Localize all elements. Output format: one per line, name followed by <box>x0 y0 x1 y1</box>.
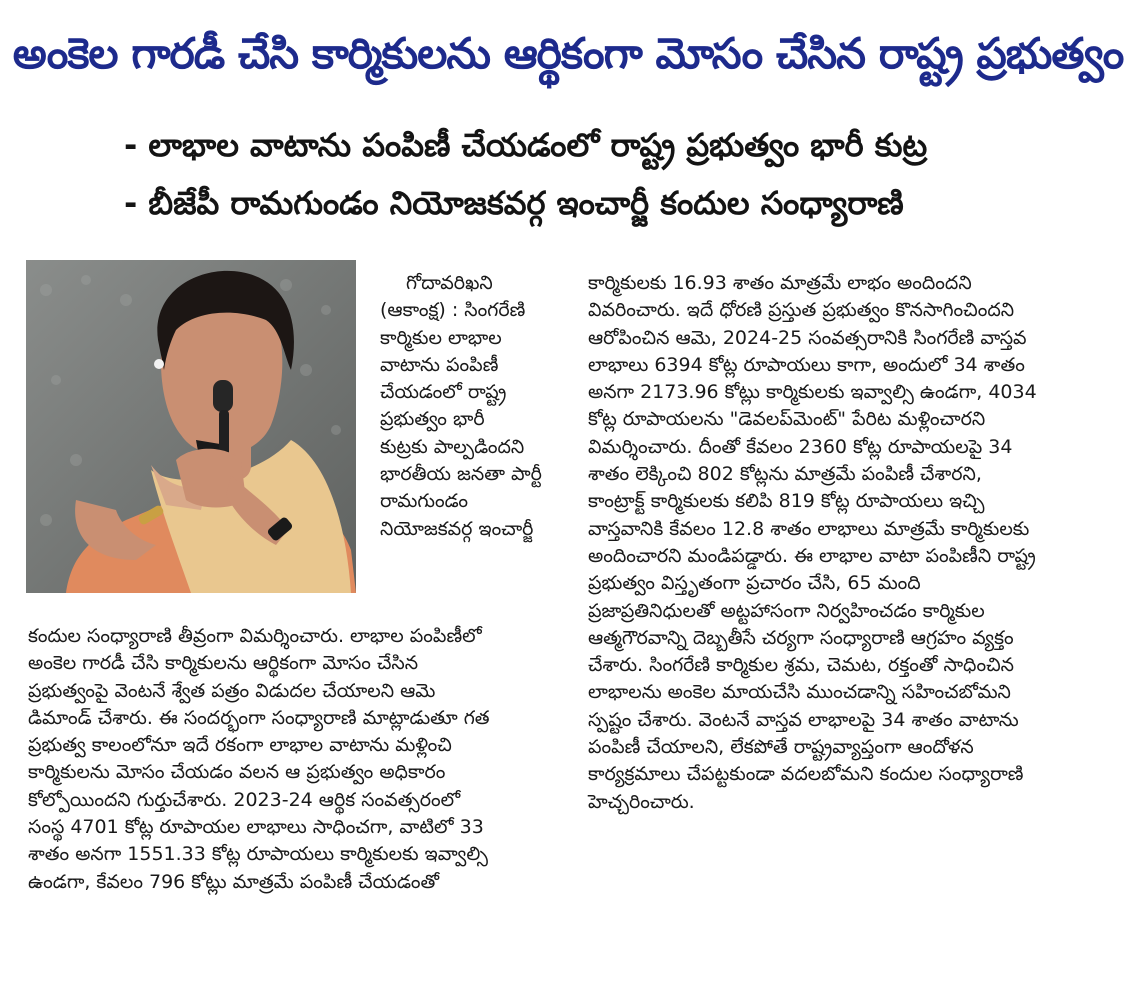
article-column-2 <box>588 270 1123 816</box>
subheadline-1: - లాభాల వాటాను పంపిణీ చేయడంలో రాష్ట్ర ప్రభుత్వం భారీ కుట్ర <box>124 126 928 164</box>
article-line: రామగుండం <box>380 490 469 513</box>
article-line: వాటాను పంపిణీ <box>380 353 499 376</box>
article-line: శాతం అనగా 1551.33 కోట్ల రూపాయలు కార్మికులకు ఇవ్వాల్సి <box>28 843 488 866</box>
article-line: ప్రభుత్వం భారీ <box>380 408 485 431</box>
article-line: అందించారని మండిపడ్డారు. ఈ లాభాల వాటా పంపిణీని రాష్ట్ర <box>588 544 1036 567</box>
article-line: విమర్శించారు. దీంతో కేవలం 2360 కోట్ల రూపాయలపై 34 <box>588 435 1013 458</box>
article-line: (ఆకాంక్ష) : సింగరేణి <box>380 299 526 322</box>
article-line: కందుల సంధ్యారాణి తీవ్రంగా విమర్శించారు. లాభాల పంపిణీలో <box>28 625 482 647</box>
person-speaking-microphone-photo-icon <box>26 260 356 593</box>
speaker-photo <box>26 260 356 593</box>
article-line: ప్రజాప్రతినిధులతో అట్టహాసంగా నిర్వహించడం కార్మికుల <box>588 599 985 622</box>
article-line: భారతీయ జనతా పార్టీ <box>380 463 542 486</box>
article-column-1-bottom <box>28 623 576 896</box>
article-line: డిమాండ్ చేశారు. ఈ సందర్భంగా సంధ్యారాణి మాట్లాడుతూ గత <box>28 706 490 729</box>
article-line: చేశారు. సింగరేణి కార్మికుల శ్రమ, చెమట, రక్తంతో సాధించిన <box>588 654 1014 677</box>
article-line: ఆత్మగౌరవాన్ని దెబ్బతీసే చర్యగా సంధ్యారాణి ఆగ్రహం వ్యక్తం <box>588 626 1014 649</box>
article-line: సంస్థ 4701 కోట్ల రూపాయల లాభాలు సాధించగా, వాటిలో 33 <box>28 816 484 839</box>
article-line: లాభాలు 6394 కోట్ల రూపాయలు కాగా, అందులో 34 శాతం <box>588 353 1025 376</box>
article-line: వాస్తవానికి కేవలం 12.8 శాతం లాభాలు మాత్రమే కార్మికులకు <box>588 517 1030 540</box>
article-line: గోదావరిఖని <box>406 272 493 294</box>
article-line: కోల్పోయిందని గుర్తుచేశారు. 2023-24 ఆర్థిక సంవత్సరంలో <box>28 788 461 811</box>
article-line: శాతం లెక్కించి 802 కోట్లను మాత్రమే పంపిణీ చేశారని, <box>588 463 982 486</box>
article-line: పంపిణీ చేయాలని, లేకపోతే రాష్ట్రవ్యాప్తంగా ఆందోళన <box>588 736 974 759</box>
article-line: ఉండగా, కేవలం 796 కోట్లు మాత్రమే పంపిణీ చేయడంతో <box>28 870 440 893</box>
article-line: కోట్ల రూపాయలను "డెవలప్‌మెంట్" పేరిట మళ్లించారని <box>588 408 986 431</box>
article-line: అంకెల గారడీ చేసి కార్మికులను ఆర్థికంగా మోసం చేసిన <box>28 652 419 675</box>
article-line: కార్మికులకు 16.93 శాతం మాత్రమే లాభం అందిందని <box>588 272 972 294</box>
article-line: కార్మికులను మోసం చేయడం వలన ఆ ప్రభుత్వం అధికారం <box>28 761 446 784</box>
article-line: వివరించారు. ఇదే ధోరణి ప్రస్తుత ప్రభుత్వం కొనసాగించిందని <box>588 299 1015 322</box>
article-line: ప్రభుత్వ కాలంలోనూ ఇదే రకంగా లాభాల వాటాను మళ్లించి <box>28 734 452 757</box>
subheadline-2: - బీజేపీ రామగుండం నియోజకవర్గ ఇంచార్జీ కందుల సంధ్యారాణి <box>124 184 904 222</box>
article-line: కాంట్రాక్ట్ కార్మికులకు కలిపి 819 కోట్ల రూపాయలు ఇచ్చి <box>588 490 985 513</box>
article-line: చేయడంలో రాష్ట్ర <box>380 381 507 404</box>
article-line: ఆరోపించిన ఆమె, 2024-25 సంవత్సరానికి సింగరేణి వాస్తవ <box>588 326 1027 349</box>
article-column-1-top <box>380 270 580 543</box>
article-line: స్పష్టం చేశారు. వెంటనే వాస్తవ లాభాలపై 34 శాతం వాటాను <box>588 708 1019 731</box>
headline: అంకెల గారడీ చేసి కార్మికులను ఆర్థికంగా మోసం చేసిన రాష్ట్ర ప్రభుత్వం <box>12 30 1124 79</box>
article-line: ప్రభుత్వంపై వెంటనే శ్వేత పత్రం విడుదల చేయాలని ఆమె <box>28 679 436 702</box>
article-line: ప్రభుత్వం విస్తృతంగా ప్రచారం చేసి, 65 మంది <box>588 572 921 595</box>
article-line: లాభాలను అంకెల మాయచేసి ముంచడాన్ని సహించబోమని <box>588 681 1011 704</box>
article-line: కుట్రకు పాల్పడిందని <box>380 435 525 458</box>
article-line: కార్మికుల లాభాల <box>380 326 502 349</box>
article-line: కార్యక్రమాలు చేపట్టకుండా వదలబోమని కందుల సంధ్యారాణి <box>588 763 1024 786</box>
article-line: నియోజకవర్గ ఇంచార్జీ <box>380 517 534 540</box>
article-line: అనగా 2173.96 కోట్లు కార్మికులకు ఇవ్వాల్సి ఉండగా, 4034 <box>588 381 1037 404</box>
article-line: హెచ్చరించారు. <box>588 790 695 813</box>
